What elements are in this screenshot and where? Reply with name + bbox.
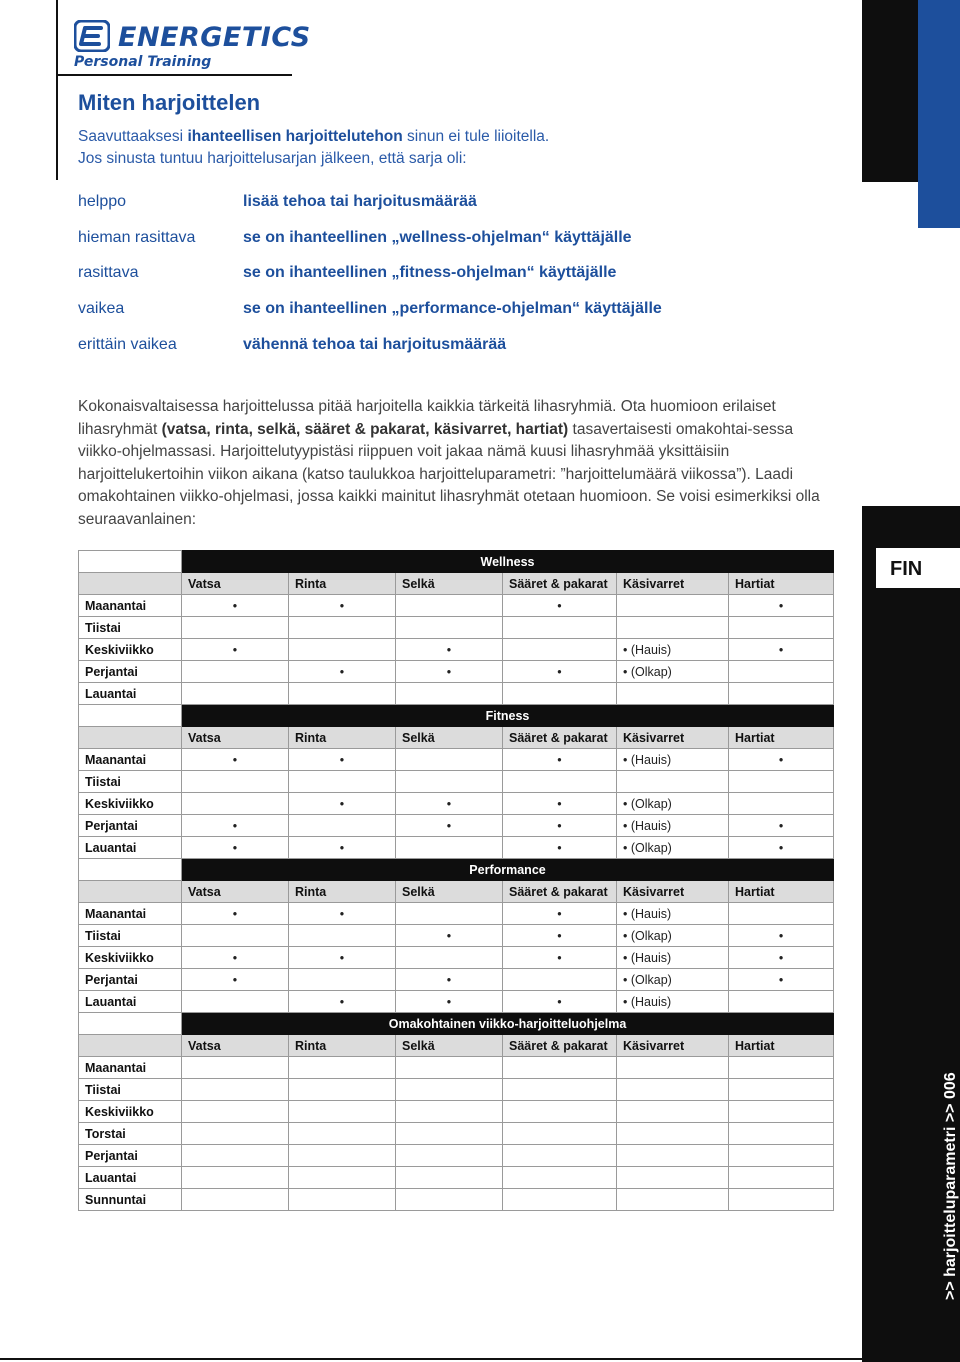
- table-row: [79, 1079, 834, 1101]
- logo-underline: [56, 74, 292, 76]
- table-cell: •: [503, 903, 617, 925]
- table-cell: •: [503, 793, 617, 815]
- section-title: Omakohtainen viikko-harjoitteluohjelma: [182, 1013, 834, 1035]
- intro-line2: Jos sinusta tuntuu harjoittelusarjan jälkeen, että sarja oli:: [78, 150, 467, 167]
- table-row: [79, 925, 834, 947]
- table-cell: [617, 1167, 729, 1189]
- table-row: [79, 1123, 834, 1145]
- table-cell: [289, 925, 396, 947]
- table-cell: • (Olkap): [617, 969, 729, 991]
- table-cell: [503, 771, 617, 793]
- table-cell: [289, 815, 396, 837]
- column-header: Vatsa: [182, 727, 289, 749]
- table-cell: [182, 661, 289, 683]
- level-label: helppo: [78, 193, 127, 210]
- section-title: Performance: [182, 859, 834, 881]
- table-row: [79, 617, 834, 639]
- table-cell: [182, 793, 289, 815]
- table-cell: •: [503, 925, 617, 947]
- column-header: Vatsa: [182, 881, 289, 903]
- table-row: [79, 837, 834, 859]
- day-label: Perjantai: [79, 1145, 182, 1167]
- table-cell: [182, 991, 289, 1013]
- table-cell: [503, 1057, 617, 1079]
- table-row: [79, 749, 834, 771]
- table-row: [79, 1189, 834, 1211]
- table-cell: [729, 991, 834, 1013]
- table-cell: [289, 1145, 396, 1167]
- day-label: Keskiviikko: [79, 639, 182, 661]
- intro-bold: ihanteellisen harjoittelutehon: [187, 128, 403, 145]
- table-cell: [396, 595, 503, 617]
- level-label: hieman rasittava: [78, 229, 196, 246]
- section-corner: [79, 1013, 182, 1035]
- table-cell: [617, 1189, 729, 1211]
- table-cell: •: [396, 661, 503, 683]
- table-cell: [182, 617, 289, 639]
- table-cell: •: [729, 969, 834, 991]
- table-cell: [396, 1189, 503, 1211]
- table-cell: [617, 617, 729, 639]
- table-cell: [396, 1079, 503, 1101]
- table-cell: •: [396, 969, 503, 991]
- column-header: Rinta: [289, 573, 396, 595]
- frame-line: [56, 0, 58, 180]
- table-cell: [289, 969, 396, 991]
- header-corner: [79, 1035, 182, 1057]
- table-cell: [729, 1057, 834, 1079]
- side-bar-blue-top: [918, 0, 960, 228]
- table-cell: •: [503, 947, 617, 969]
- column-header: Hartiat: [729, 881, 834, 903]
- table-row: [79, 683, 834, 705]
- level-action: se on ihanteellinen „wellness-ohjelman“ käyttäjälle: [243, 229, 632, 246]
- table-cell: •: [182, 969, 289, 991]
- column-header-row: [79, 881, 834, 903]
- program-table: [78, 550, 834, 1211]
- level-action: se on ihanteellinen „fitness-ohjelman“ käyttäjälle: [243, 264, 617, 281]
- table-cell: [503, 1145, 617, 1167]
- table-cell: [503, 1079, 617, 1101]
- table-cell: •: [396, 793, 503, 815]
- table-cell: [729, 903, 834, 925]
- table-cell: [182, 1101, 289, 1123]
- energetics-logo: [74, 20, 311, 72]
- table-cell: • (Hauis): [617, 749, 729, 771]
- table-cell: [503, 639, 617, 661]
- section-title-row: [79, 1013, 834, 1035]
- table-cell: [396, 837, 503, 859]
- table-row: [79, 991, 834, 1013]
- day-label: Lauantai: [79, 991, 182, 1013]
- table-cell: [396, 617, 503, 639]
- table-cell: [617, 595, 729, 617]
- table-row: [79, 1145, 834, 1167]
- column-header: Rinta: [289, 727, 396, 749]
- day-label: Maanantai: [79, 749, 182, 771]
- table-cell: [729, 1079, 834, 1101]
- table-cell: [729, 1123, 834, 1145]
- table-cell: [396, 771, 503, 793]
- level-action: lisää tehoa tai harjoitusmäärää: [243, 193, 477, 210]
- paragraph-part2: tasavertaisesti omakohtai-sessa viikko-ohjelmassasi. Harjoittelutyypistäsi riippuen voit jakaa nämä kuusi lihasryhmää yksittäisiin harjoittelukertoihin viikon aikana (katso taulukkoa harjoitteluparametri: ”harjoittelumäärä viikossa”). Laadi omakohtainen viikko-ohjelmasi, jossa kaikki mainitut lihasryhmät otetaan huomioon. Se voisi esimerkiksi olla seuraavanlainen:: [78, 420, 820, 528]
- page-title: Miten harjoittelen: [78, 90, 261, 115]
- table-cell: •: [503, 661, 617, 683]
- table-cell: • (Hauis): [617, 815, 729, 837]
- table-cell: [503, 617, 617, 639]
- table-cell: [729, 661, 834, 683]
- day-label: Keskiviikko: [79, 947, 182, 969]
- table-cell: •: [503, 837, 617, 859]
- table-cell: •: [729, 639, 834, 661]
- day-label: Perjantai: [79, 815, 182, 837]
- table-row: [79, 1057, 834, 1079]
- column-header: Rinta: [289, 1035, 396, 1057]
- table-cell: •: [289, 749, 396, 771]
- column-header: Selkä: [396, 881, 503, 903]
- frame-bottom-line: [0, 1358, 862, 1360]
- energetics-e-icon: [74, 20, 110, 52]
- column-header: Selkä: [396, 727, 503, 749]
- column-header: Selkä: [396, 573, 503, 595]
- table-cell: • (Olkap): [617, 661, 729, 683]
- table-cell: •: [289, 837, 396, 859]
- table-cell: • (Olkap): [617, 793, 729, 815]
- table-row: [79, 793, 834, 815]
- section-footer-label: >> harjoitteluparametri >> 006: [942, 1072, 959, 1300]
- table-cell: [289, 1189, 396, 1211]
- day-label: Maanantai: [79, 903, 182, 925]
- section-title: Fitness: [182, 705, 834, 727]
- table-cell: •: [182, 837, 289, 859]
- table-row: [79, 969, 834, 991]
- table-cell: [729, 1167, 834, 1189]
- table-cell: [182, 1167, 289, 1189]
- table-cell: [396, 1167, 503, 1189]
- table-row: [79, 1101, 834, 1123]
- table-cell: [289, 639, 396, 661]
- table-cell: [617, 771, 729, 793]
- table-cell: [182, 771, 289, 793]
- logo-tagline: Personal Training: [74, 54, 212, 70]
- column-header: Vatsa: [182, 573, 289, 595]
- weekly-program-table: [78, 550, 833, 1211]
- table-cell: [617, 683, 729, 705]
- table-cell: [503, 1189, 617, 1211]
- table-cell: • (Hauis): [617, 903, 729, 925]
- table-cell: •: [396, 639, 503, 661]
- level-action: se on ihanteellinen „performance-ohjelman“ käyttäjälle: [243, 300, 662, 317]
- section-corner: [79, 859, 182, 881]
- column-header: Selkä: [396, 1035, 503, 1057]
- table-cell: [617, 1101, 729, 1123]
- table-cell: [503, 969, 617, 991]
- day-label: Maanantai: [79, 1057, 182, 1079]
- table-cell: [729, 1189, 834, 1211]
- day-label: Tiistai: [79, 617, 182, 639]
- column-header: Rinta: [289, 881, 396, 903]
- table-cell: •: [729, 815, 834, 837]
- table-cell: •: [289, 595, 396, 617]
- column-header: Sääret & pakarat: [503, 727, 617, 749]
- body-paragraph: [78, 396, 838, 531]
- day-label: Keskiviikko: [79, 793, 182, 815]
- column-header: Käsivarret: [617, 1035, 729, 1057]
- table-cell: [396, 1057, 503, 1079]
- column-header: Vatsa: [182, 1035, 289, 1057]
- table-cell: [182, 683, 289, 705]
- table-cell: [396, 1123, 503, 1145]
- logo-brand: ENERGETICS: [118, 22, 311, 53]
- table-row: [79, 815, 834, 837]
- table-cell: •: [729, 837, 834, 859]
- intro-post: sinun ei tule liioitella.: [402, 128, 550, 145]
- day-label: Perjantai: [79, 661, 182, 683]
- table-cell: [396, 1145, 503, 1167]
- column-header: Käsivarret: [617, 881, 729, 903]
- table-cell: [617, 1057, 729, 1079]
- section-title-row: [79, 859, 834, 881]
- table-cell: •: [289, 991, 396, 1013]
- table-cell: [729, 683, 834, 705]
- column-header: Käsivarret: [617, 573, 729, 595]
- table-cell: •: [289, 793, 396, 815]
- table-cell: [396, 683, 503, 705]
- day-label: Perjantai: [79, 969, 182, 991]
- table-cell: •: [729, 947, 834, 969]
- table-row: [79, 661, 834, 683]
- column-header: Sääret & pakarat: [503, 881, 617, 903]
- table-cell: [289, 1057, 396, 1079]
- table-cell: •: [182, 595, 289, 617]
- table-cell: •: [396, 815, 503, 837]
- table-cell: [396, 947, 503, 969]
- day-label: Keskiviikko: [79, 1101, 182, 1123]
- level-label: erittäin vaikea: [78, 336, 177, 353]
- level-action: vähennä tehoa tai harjoitusmäärää: [243, 336, 507, 353]
- table-cell: [503, 683, 617, 705]
- table-cell: [729, 1145, 834, 1167]
- section-corner: [79, 705, 182, 727]
- table-cell: [617, 1079, 729, 1101]
- table-cell: [182, 1189, 289, 1211]
- column-header-row: [79, 1035, 834, 1057]
- table-row: [79, 903, 834, 925]
- table-cell: [182, 925, 289, 947]
- day-label: Maanantai: [79, 595, 182, 617]
- language-tag: FIN: [876, 548, 960, 588]
- table-cell: •: [289, 661, 396, 683]
- table-cell: •: [182, 815, 289, 837]
- table-row: [79, 771, 834, 793]
- level-label: rasittava: [78, 264, 139, 281]
- table-cell: •: [182, 947, 289, 969]
- table-cell: [396, 903, 503, 925]
- day-label: Torstai: [79, 1123, 182, 1145]
- table-cell: [503, 1123, 617, 1145]
- section-corner: [79, 551, 182, 573]
- level-label: vaikea: [78, 300, 125, 317]
- table-cell: •: [503, 749, 617, 771]
- paragraph-bold: (vatsa, rinta, selkä, sääret & pakarat, käsivarret, hartiat): [161, 420, 569, 438]
- table-cell: [396, 1101, 503, 1123]
- table-cell: •: [503, 991, 617, 1013]
- table-cell: • (Hauis): [617, 947, 729, 969]
- table-cell: • (Olkap): [617, 837, 729, 859]
- table-cell: • (Hauis): [617, 991, 729, 1013]
- table-cell: [617, 1145, 729, 1167]
- paragraph-part1: Kokonaisvaltaisessa harjoittelussa pitää harjoitella kaikkia tärkeitä lihasryhmiä. Ota huomioon erilaiset lihasryhmät: [78, 398, 776, 438]
- column-header: Hartiat: [729, 1035, 834, 1057]
- header-corner: [79, 881, 182, 903]
- table-cell: •: [182, 749, 289, 771]
- table-cell: [182, 1079, 289, 1101]
- column-header-row: [79, 573, 834, 595]
- intro-text: [78, 126, 638, 170]
- table-cell: [503, 1167, 617, 1189]
- section-title-row: [79, 705, 834, 727]
- table-row: [79, 1167, 834, 1189]
- table-cell: [729, 793, 834, 815]
- table-cell: •: [182, 639, 289, 661]
- table-cell: [182, 1145, 289, 1167]
- table-cell: [182, 1123, 289, 1145]
- column-header-row: [79, 727, 834, 749]
- column-header: Sääret & pakarat: [503, 1035, 617, 1057]
- header-corner: [79, 573, 182, 595]
- table-cell: [729, 617, 834, 639]
- table-cell: •: [396, 925, 503, 947]
- column-header: Sääret & pakarat: [503, 573, 617, 595]
- table-row: [79, 947, 834, 969]
- table-row: [79, 639, 834, 661]
- column-header: Hartiat: [729, 727, 834, 749]
- day-label: Lauantai: [79, 1167, 182, 1189]
- table-cell: •: [503, 595, 617, 617]
- section-title-row: [79, 551, 834, 573]
- table-cell: [289, 617, 396, 639]
- header-corner: [79, 727, 182, 749]
- intro-pre: Saavuttaaksesi: [78, 128, 188, 145]
- table-cell: •: [396, 991, 503, 1013]
- day-label: Lauantai: [79, 837, 182, 859]
- table-cell: •: [182, 903, 289, 925]
- day-label: Tiistai: [79, 1079, 182, 1101]
- table-cell: •: [729, 595, 834, 617]
- table-cell: •: [289, 947, 396, 969]
- day-label: Tiistai: [79, 925, 182, 947]
- table-cell: [503, 1101, 617, 1123]
- table-cell: [289, 771, 396, 793]
- column-header: Käsivarret: [617, 727, 729, 749]
- table-cell: [289, 1123, 396, 1145]
- day-label: Lauantai: [79, 683, 182, 705]
- day-label: Tiistai: [79, 771, 182, 793]
- table-cell: •: [503, 815, 617, 837]
- table-cell: [729, 1101, 834, 1123]
- table-cell: [617, 1123, 729, 1145]
- table-cell: [289, 683, 396, 705]
- table-cell: [729, 771, 834, 793]
- side-bar-black-top: [862, 0, 918, 182]
- table-cell: •: [289, 903, 396, 925]
- column-header: Hartiat: [729, 573, 834, 595]
- table-cell: •: [729, 749, 834, 771]
- table-cell: [182, 1057, 289, 1079]
- table-cell: • (Olkap): [617, 925, 729, 947]
- table-cell: •: [729, 925, 834, 947]
- day-label: Sunnuntai: [79, 1189, 182, 1211]
- section-title: Wellness: [182, 551, 834, 573]
- table-cell: [396, 749, 503, 771]
- table-cell: [289, 1101, 396, 1123]
- table-cell: • (Hauis): [617, 639, 729, 661]
- table-cell: [289, 1079, 396, 1101]
- table-row: [79, 595, 834, 617]
- table-cell: [289, 1167, 396, 1189]
